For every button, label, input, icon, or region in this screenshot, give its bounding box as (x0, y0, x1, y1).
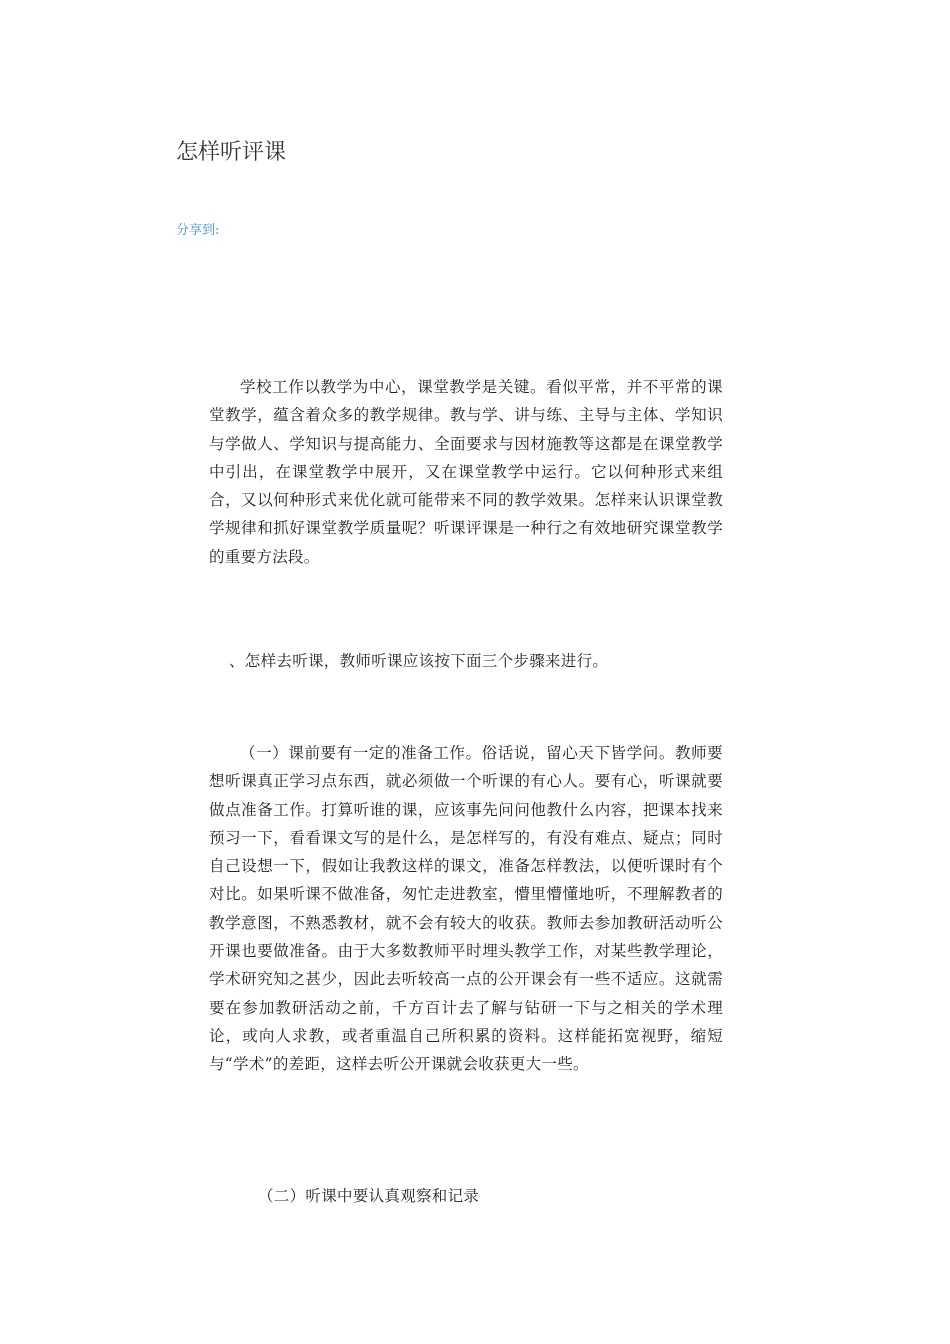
step-two-heading: （二）听课中要认真观察和记录 (258, 1187, 480, 1205)
page-title: 怎样听评课 (176, 140, 287, 165)
share-label[interactable]: 分享到: (176, 223, 220, 238)
intro-paragraph: 学校工作以教学为中心，课堂教学是关键。看似平常，并不平常的课堂教学，蕴含着众多的教学规律。教与学、讲与练、主导与主体、学知识与学做人、学知识与提高能力、全面要求与因材施教等这都是在课堂教学中引出，在课堂教学中展开，又在课堂教学中运行。它以何种形式来组合，又以何种形式来优化就可能带来不同的教学效果。怎样来认识课堂教学规律和抓好课堂教学质量呢？听课评课是一种行之有效地研究课堂教学的重要方法段。 (209, 378, 723, 566)
section-heading: 、怎样去听课，教师听课应该按下面三个步骤来进行。 (229, 652, 609, 670)
step-one-paragraph: （一）课前要有一定的准备工作。俗话说，留心天下皆学问。教师要想听课真正学习点东西，就必须做一个听课的有心人。要有心，听课就要做点准备工作。打算听谁的课，应该事先问问他教什么内容，把课本找来预习一下，看看课文写的是什么，是怎样写的，有没有难点、疑点；同时自己设想一下，假如让我教这样的课文，准备怎样教法，以便听课时有个对比。如果听课不做准备，匆忙走进教室，懵里懵懂地听，不理解教者的教学意图，不熟悉教材，就不会有较大的收获。教师去参加教研活动听公开课也要做准备。由于大多数教师平时埋头教学工作，对某些教学理论，学术研究知之甚少，因此去听较高一点的公开课会有一些不适应。这就需要在参加教研活动之前，千方百计去了解与钻研一下与之相关的学术理论，或向人求教，或者重温自己所积累的资料。这样能拓宽视野，缩短与“学术”的差距，这样去听公开课就会收获更大一些。 (209, 744, 723, 1074)
